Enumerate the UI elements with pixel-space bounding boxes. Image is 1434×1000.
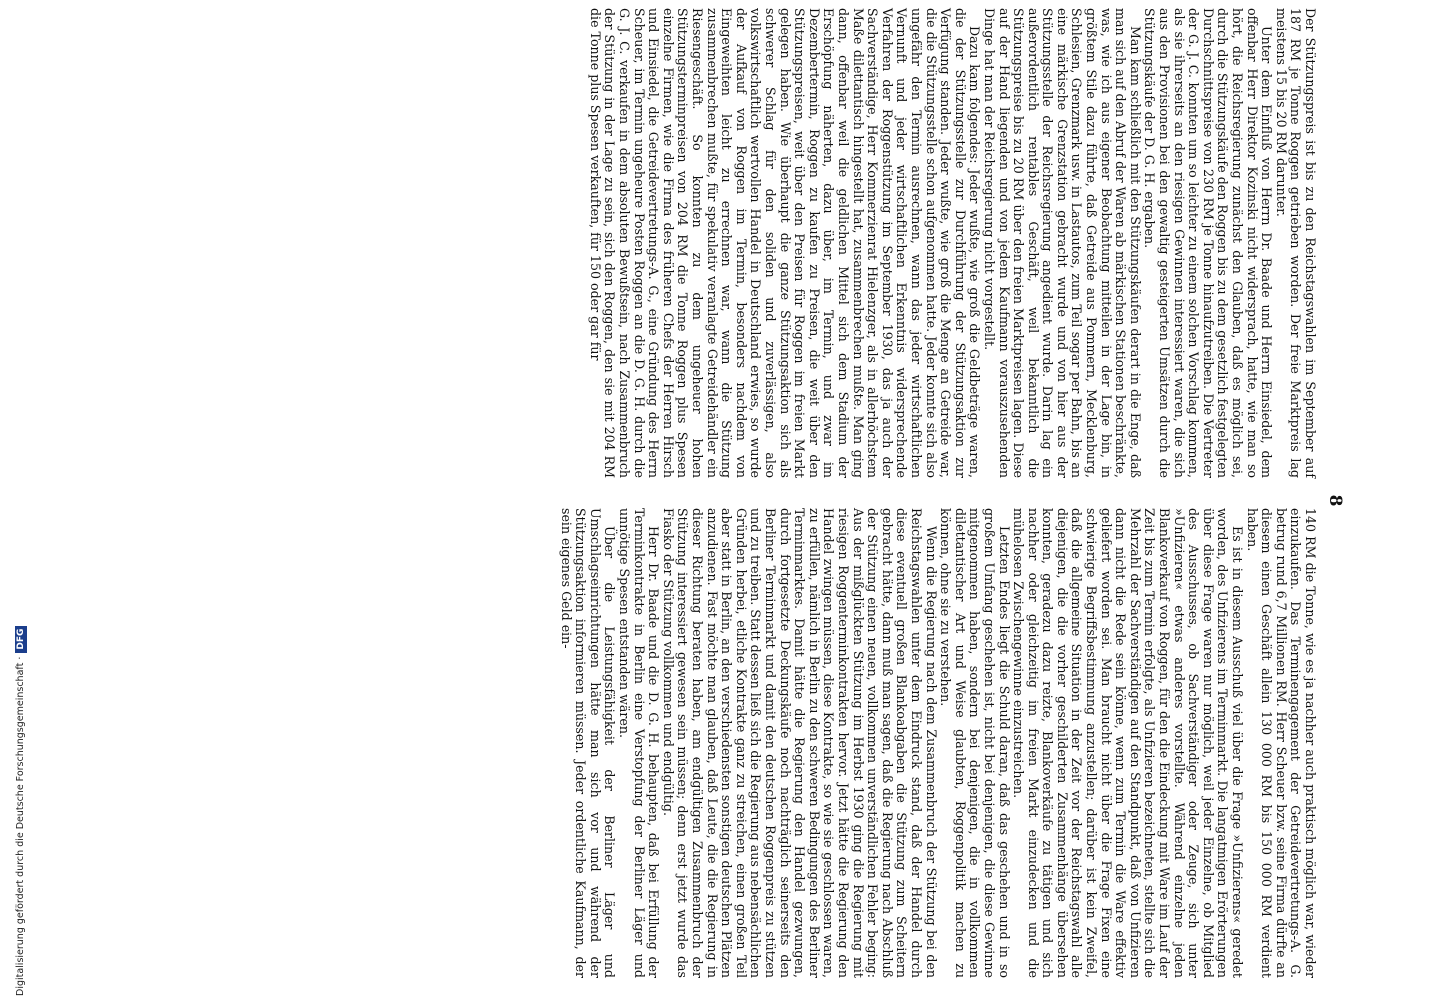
paragraph: Der Stützungspreis ist bis zu den Reichstagswahlen im September auf 187 RM je Tonne Roggen getrieben worden. Der freie Marktpreis lag meistens 15 bis 20 RM darunter.	[1273, 8, 1318, 478]
page-number: 8	[1325, 494, 1345, 507]
paragraph: Unter dem Einfluß von Herrn Dr. Baade und Herrn Einsiedel, dem offenbar Herr Direktor Kozinski nicht widersprach, hatte, wie man so hört, die Reichsregierung zunächst den Glauben, daß es möglich sei, durch die Stützungskäufe den Roggen bis zu dem gesetzlich festgelegten Durchschnittspreise von 230 RM je Tonne hinaufzutreiben. Die Vertreter der G. J. C. konnten um so leichter zu einem solchen Vorschlag kommen, als sie ihrerseits an den riesigen Gewinnen interessiert waren, die sich aus den Provisionen bei den gewaltig gesteigerten Umsätzen durch die Stützungskäufe der D. G. H. ergaben.	[1142, 8, 1275, 478]
digitization-credit	[0, 0, 26, 1000]
paragraph: Wenn die Regierung nach dem Zusammenbruch der Stützung bei den Reichstagswahlen unter dem Eindruck stand, daß der Handel durch diese eventuell großen Blankoabgaben die Stützung zum Scheitern gebracht hätte, dann muß man sagen, daß die Regierung nach Abschluß der Stützung einen neuen, vollkommen unverständlichen Fehler beging: Aus der mißglückten Stützung im Herbst 1930 ging die Regierung mit riesigen Roggenterminkontrakten hervor. Jetzt hätte die Regierung den Handel zwingen müssen, diese Kontrakte, so wie sie geschlossen waren, zu erfüllen, nämlich in Berlin zu den schweren Bedingungen des Berliner Terminmarktes. Damit hätte die Regierung den Handel gezwungen, durch fortgesetzte Deckungskäufe noch nachträglich seinerseits den Berliner Terminmarkt und damit den deutschen Roggenpreis zu stützen und zu treiben. Statt dessen ließ sich die Regierung aus nebensächlichen Gründen herbei, etliche Kontrakte ganz zu streichen, einen großen Teil aber statt in Berlin, an den verschiedensten sonstigen deutschen Plätzen anzudienen. Fast möchte man glauben, daß Leute, die die Regierung in dieser Richtung beraten haben, am endgültigen Zusammenbruch der Stützung interessiert gewesen sein müssen; denn erst jetzt wurde das Fiasko der Stützung vollkommen und endgültig.	[660, 508, 939, 978]
paragraph: Herr Dr. Baade und die D. G. H. behaupten, daß bei Erfüllung der Terminkontrakte in Berlin eine Verstopfung der Berliner Läger und unnötige Spesen entstanden wären.	[617, 508, 662, 978]
credit-text: Digitalisierung gefördert durch die Deutsche Forschungsgemeinschaft ·	[15, 656, 26, 996]
right-text-column	[558, 508, 1317, 978]
paragraph: 140 RM die Tonne, wie es ja nachher auch praktisch möglich war, wieder einzukaufen. Das Terminengagement der Getreidevertretungs-A. G. betrug rund 6,7 Millionen RM. Herr Scheuer bzw. seine Firma dürfte an diesem einen Geschäft allein 130 000 RM bis 150 000 RM verdient haben.	[1244, 508, 1318, 978]
paragraph: Es ist in diesem Ausschuß viel über die Frage »Unfizierens« geredet worden, des Unfizierens im Terminmarkt. Die langatmigen Erörterungen über diese Frage waren nur möglich, weil jeder Einzelne, ob Mitglied des Ausschusses, ob Sachverständiger oder Zeuge, sich unter »Unfizieren« etwas anderes vorstellte. Während einzelne jeden Blankoverkauf von Roggen, für den die Eindeckung mit Ware im Lauf der Zeit bis zum Termin erfolgte, als Unfizieren bezeichneten, stellte sich die Mehrzahl der Sachverständigen auf den Standpunkt, daß von Unfizieren dann nicht die Rede sein könne, wenn zum Termin die Ware effektiv geliefert worden sei. Man braucht nicht über die Frage Fixen eine schwierige Begriffsbestimmung anzustellen; darüber ist kein Zweifel, daß die allgemeine Situation in der Zeit vor der Reichstagswahl alle diejenigen, die die vorher geschilderten Zusammenhänge übersehen konnten, geradezu dazu reizte, Blankoverkäufe zu tätigen und sich nachher oder gleichzeitig im freien Markt einzudecken und die mühelosen Zwischengewinne einzustreichen.	[1011, 508, 1246, 978]
paragraph: Dazu kam folgendes: Jeder wußte, wie groß die Geldbeträge waren, die der Stützungsstelle zur Durchführung der Stützungsaktion zur Verfügung standen. Jeder wußte, wie groß die Menge an Getreide war, die die Stützungsstelle schon aufgenommen hatte. Jeder konnte sich also ungefähr den Termin ausrechnen, wann das jeder wirtschaftlichen Vernunft und jeder wirtschaftlichen Erkenntnis widersprechende Verfahren der Roggenstützung im September 1930, das ja auch der Sachverständige, Herr Kommerzienrat Hielenzger, als in allerhöchstem Maße dilettantisch hingestellt hat, zusammenbrechen mußte. Man ging dann, offenbar weil die geldlichen Mittel sich dem Stadium der Erschöpfung näherten, dazu über, im Termin, und zwar im Dezembertermin, Roggen zu kaufen zu Preisen, die weit über den Stützungspreisen, weit über den Preisen für Roggen im freien Markt gelegen haben. Wie überhaupt die ganze Stützungsaktion sich als schwerer Schlag für den soliden und zuverlässigen, also volkswirtschaftlich wertvollen Handel in Deutschland erwies, so wurde der Aufkauf von Roggen im Termin, besonders nachdem von Eingeweihten leicht zu errechnen war, wann die Stützung zusammenbrechen mußte, für spekulativ veranlagte Getreidehändler ein Riesengeschäft. So konnten zu dem ungeheuer hohen Stützungsterminpreisen von 204 RM die Tonne Roggen plus Spesen einzelne Firmen, wie die Firma des früheren Chefs der Herren Hirsch und Einsiedel, die Getreidevertretungs-A. G., eine Gründung des Herrn Scheuer, im Termin ungeheure Posten Roggen an die D. G. H. durch die G. J. C. verkaufen in dem absoluten Bewußtsein, nach Zusammenbruch der Stützung in der Lage zu sein, sich den Roggen, den sie mit 204 RM die Tonne plus Spesen verkauften, für 150 oder gar für	[587, 8, 983, 478]
paragraph: Letzten Endes liegt die Schuld daran, daß das geschehen und in so großem Umfang geschehen ist, nicht bei denjenigen, die diese Gewinne mitgenommen haben, sondern bei denjenigen, die in vollkommen dilettantischer Art und Weise glaubten, Roggenpolitik machen zu können, ohne sie zu verstehen.	[938, 508, 1012, 978]
rotated-document-page	[150, 8, 1345, 993]
paragraph: Man kam schließlich mit den Stützungskäufen derart in die Enge, daß man sich auf den Abruf der Waren ab märkischen Stationen beschränkte, was, wie ich aus eigener Beobachtung mitteilen in der Lage bin, in größtem Stile dazu führte, daß Getreide aus Pommern, Mecklenburg, Schlesien, Grenzmark usw. in Lastautos, zum Teil sogar per Bahn, bis an eine märkische Grenzstation gebracht wurde und von hier aus der Stützungsstelle der Reichsregierung angedient wurde. Darin lag ein außerordentlich rentables Geschäft, weil bekanntlich die Stützungspreise bis zu 20 RM über den freien Marktpreisen lagen. Diese auf der Hand liegenden und von jedem Kaufmann vorauszusehenden Dinge hat man der Reichsregierung nicht vorgestellt.	[981, 8, 1143, 478]
dfg-logo-icon: DFG	[15, 626, 27, 653]
left-text-column	[587, 8, 1317, 478]
paragraph: Über die Leistungsfähigkeit der Berliner Läger und Umschlagseinrichtungen hätte man sich vor und während der Stützungsaktion informieren müssen. Jeder ordentliche Kaufmann, der sein eigenes Geld ein-	[558, 508, 618, 978]
